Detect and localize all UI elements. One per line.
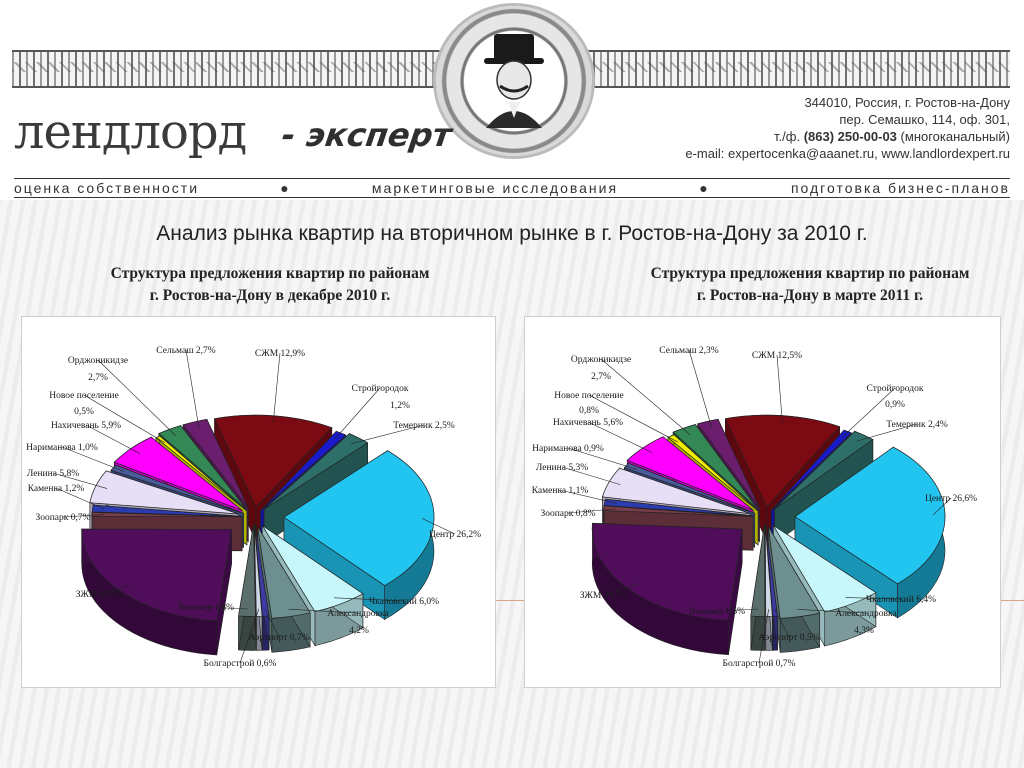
address-line-2: пер. Семашко, 114, оф. 301, bbox=[839, 112, 1010, 127]
slice-label: ЗЖМ 24,5% bbox=[579, 591, 629, 601]
chart-2-title: Структура предложения квартир по районам bbox=[650, 265, 970, 282]
slice-label: 2,7% bbox=[591, 372, 611, 382]
leader-line bbox=[84, 395, 165, 443]
tagline-bullet: ● bbox=[699, 180, 710, 196]
slice-label: Чкаловский 6,4% bbox=[865, 595, 937, 605]
leader-line bbox=[842, 388, 895, 438]
logo-main: лендлорд bbox=[14, 104, 247, 160]
slice-label: Ленина 5,8% bbox=[26, 469, 80, 479]
slice-label: Зоопарк 0,7% bbox=[35, 513, 91, 523]
slice-label: СЖМ 12,9% bbox=[254, 349, 306, 359]
letterhead bbox=[0, 0, 1024, 200]
slice-label: Центр 26,6% bbox=[924, 494, 978, 504]
leader-line bbox=[335, 388, 380, 439]
phone-number: (863) 250-00-03 bbox=[803, 129, 897, 144]
slice-label: Сельмаш 2,7% bbox=[156, 346, 216, 356]
slice-label: Аэропорт 0,7% bbox=[248, 633, 310, 643]
slice-label: Болгарстрой 0,6% bbox=[203, 659, 277, 669]
slice-label: ЗЖМ 23,5% bbox=[75, 590, 125, 600]
chart-2-subtitle: г. Ростов-на-Дону в марте 2011 г. bbox=[696, 287, 924, 304]
services-tagline bbox=[14, 178, 1010, 198]
divider-line bbox=[495, 600, 525, 601]
pie-chart-svg bbox=[22, 317, 495, 687]
slice-label: Новое поселение bbox=[49, 391, 119, 401]
logo-sub-text: эксперт bbox=[303, 116, 455, 154]
slice-label: Болгарстрой 0,7% bbox=[722, 659, 796, 669]
slice-label: Стройгородок bbox=[866, 384, 924, 394]
slice-label: Александровка bbox=[327, 609, 389, 619]
slice-label: Каменка 1,2% bbox=[27, 484, 85, 494]
slice-label: Центр 26,2% bbox=[428, 530, 482, 540]
slice-label: Каменка 1,1% bbox=[531, 486, 589, 496]
leader-line bbox=[689, 350, 712, 428]
tagline-item: оценка собственности bbox=[14, 180, 200, 196]
slice-label: Орджоникидзе bbox=[570, 355, 632, 365]
slice-label: Нахичевань 5,9% bbox=[50, 421, 122, 431]
slice-label: Сельмаш 2,3% bbox=[659, 346, 719, 356]
slice-label: Новое поселение bbox=[554, 391, 624, 401]
slice-label: Нариманова 1,0% bbox=[26, 443, 98, 453]
pie-chart-svg bbox=[525, 317, 1000, 687]
slice-label: Темерник 2,4% bbox=[886, 420, 948, 430]
slice-label: Стройгородок bbox=[351, 384, 409, 394]
chart-1-title: Структура предложения квартир по районам bbox=[110, 265, 430, 282]
divider-line bbox=[1000, 600, 1024, 601]
logo-subtitle bbox=[279, 116, 454, 154]
slice-label: 2,7% bbox=[88, 373, 108, 383]
slice-label: Аэропорт 0,5% bbox=[758, 633, 820, 643]
slice-label: Нариманова 0,9% bbox=[532, 444, 604, 454]
slice-label: Орджоникидзе bbox=[67, 356, 129, 366]
chart-1-heading bbox=[22, 263, 518, 307]
phone-note: (многоканальный) bbox=[900, 129, 1010, 144]
leader-line bbox=[186, 350, 199, 429]
pie-chart-december-2010 bbox=[21, 316, 496, 688]
slice-label: Зоопарк 0,8% bbox=[540, 509, 596, 519]
slice-label: Нахичевань 5,6% bbox=[552, 418, 624, 428]
slice-label: 0,5% bbox=[74, 407, 94, 417]
contact-block bbox=[685, 94, 1010, 162]
chart-1-subtitle: г. Ростов-на-Дону в декабре 2010 г. bbox=[149, 287, 391, 304]
slice-label: 0,8% bbox=[579, 406, 599, 416]
tagline-item: подготовка бизнес-планов bbox=[790, 180, 1010, 196]
leader-line bbox=[777, 355, 782, 423]
portrait-medallion bbox=[436, 6, 592, 156]
slice-label: 4,2% bbox=[349, 626, 369, 636]
slice-label: 4,3% bbox=[854, 626, 874, 636]
slice-label: Чкаловский 6,0% bbox=[368, 597, 440, 607]
phone-label: т./ф. bbox=[774, 129, 801, 144]
logo-wordmark bbox=[14, 104, 246, 160]
slice-label: 1,2% bbox=[390, 401, 410, 411]
tagline-item: маркетинговые исследования bbox=[371, 180, 619, 196]
slice-label: Военвед 1,5% bbox=[688, 607, 746, 617]
slide-title: Анализ рынка квартир на вторичном рынке в г. Ростов-на-Дону за 2010 г. bbox=[156, 222, 868, 245]
slice-label: Александровка bbox=[835, 609, 897, 619]
address-line-1: 344010, Россия, г. Ростов-на-Дону bbox=[804, 95, 1010, 110]
slice-label: Ленина 5,3% bbox=[535, 463, 589, 473]
pie-chart-march-2011 bbox=[524, 316, 1001, 688]
phone-line bbox=[685, 128, 1010, 145]
slice-label: Военвед 1,8% bbox=[177, 603, 235, 613]
slice-label: 0,9% bbox=[885, 400, 905, 410]
slice-label: СЖМ 12,5% bbox=[751, 351, 803, 361]
slice-label: Темерник 2,5% bbox=[393, 421, 455, 431]
chart-2-heading bbox=[560, 263, 1024, 307]
logo-dash: - bbox=[279, 116, 298, 154]
tagline-bullet: ● bbox=[280, 180, 291, 196]
leader-line bbox=[273, 353, 280, 423]
email-line: e-mail: expertocenka@aaanet.ru, www.landlordexpert.ru bbox=[685, 146, 1010, 161]
